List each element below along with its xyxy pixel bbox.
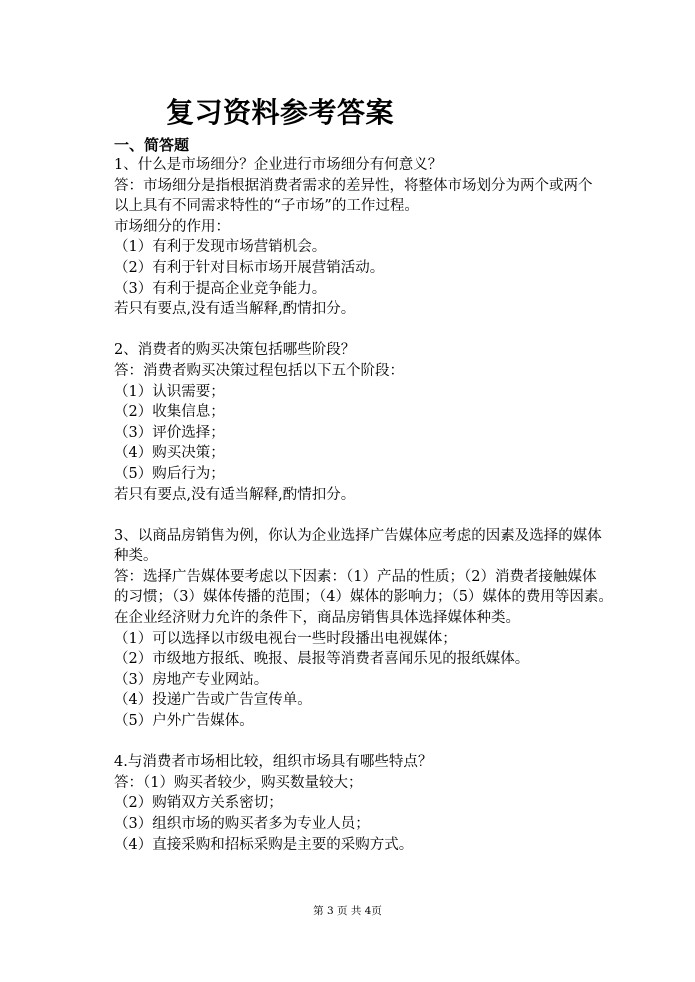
q2-answer: 答：消费者购买决策过程包括以下五个阶段： — [114, 362, 404, 379]
q1-point: （1）有利于发现市场营销机会。 — [114, 239, 327, 256]
q3-point: （1）可以选择以市级电视台一些时段播出电视媒体； — [114, 630, 457, 647]
q2-point: （5）购后行为； — [114, 465, 225, 482]
q4-answer-line-1: 答：（1）购买者较少，购买数量较大； — [114, 774, 363, 791]
q3-question-line-2: 种类。 — [114, 548, 158, 565]
q1-answer-line-1: 答：市场细分是指根据消费者需求的差异性，将整体市场划分为两个或两个 — [114, 177, 593, 194]
q2-point: （4）购买决策； — [114, 445, 225, 462]
page-number-footer: 第 3 页 共 4页 — [313, 905, 382, 917]
q3-answer-line-1: 答：选择广告媒体要考虑以下因素：（1）产品的性质；（2）消费者接触媒体 — [114, 568, 597, 585]
document-title: 复习资料参考答案 — [166, 96, 395, 129]
q3-point: （4）投递广告或广告宣传单。 — [114, 692, 312, 709]
q3-point: （2）市级地方报纸、晚报、晨报等消费者喜闻乐见的报纸媒体。 — [114, 651, 530, 668]
q1-note: 若只有要点,没有适当解释,酌情扣分。 — [114, 301, 356, 318]
paragraph-spacer — [114, 320, 654, 341]
q1-question: 1、什么是市场细分？企业进行市场细分有何意义？ — [114, 157, 443, 173]
q4-point: （4）直接采购和招标采购是主要的采购方式。 — [114, 836, 414, 853]
q3-answer-line-3: 在企业经济财力允许的条件下，商品房销售具体选择媒体种类。 — [114, 610, 520, 627]
paragraph-spacer — [114, 505, 654, 526]
q2-question: 2、消费者的购买决策包括哪些阶段？ — [114, 342, 356, 359]
document-body — [114, 135, 654, 855]
q2-point: （3）评价选择； — [114, 424, 225, 441]
q4-point: （3）组织市场的购买者多为专业人员； — [114, 816, 370, 832]
paragraph-spacer — [114, 732, 654, 753]
q3-point: （3）房地产专业网站。 — [114, 671, 269, 688]
q3-point: （5）户外广告媒体。 — [114, 713, 254, 730]
q3-answer-line-2: 的习惯；（3）媒体传播的范围；（4）媒体的影响力；（5）媒体的费用等因素。 — [114, 589, 613, 606]
q2-note: 若只有要点,没有适当解释,酌情扣分。 — [114, 486, 356, 503]
q1-answer-line-2: 以上具有不同需求特性的“子市场”的工作过程。 — [114, 198, 419, 215]
q4-question: 4.与消费者市场相比较，组织市场具有哪些特点？ — [114, 754, 433, 771]
q1-role-heading: 市场细分的作用： — [114, 218, 230, 235]
q2-point: （2）收集信息； — [114, 404, 225, 421]
q4-point: （2）购销双方关系密切； — [114, 795, 283, 812]
section-heading: 一、简答题 — [114, 136, 190, 154]
q1-point: （3）有利于提高企业竞争能力。 — [114, 280, 327, 297]
q2-point: （1）认识需要； — [114, 383, 225, 400]
q1-point: （2）有利于针对目标市场开展营销活动。 — [114, 259, 385, 276]
q3-question-line-1: 3、以商品房销售为例，你认为企业选择广告媒体应考虑的因素及选择的媒体 — [114, 527, 602, 544]
